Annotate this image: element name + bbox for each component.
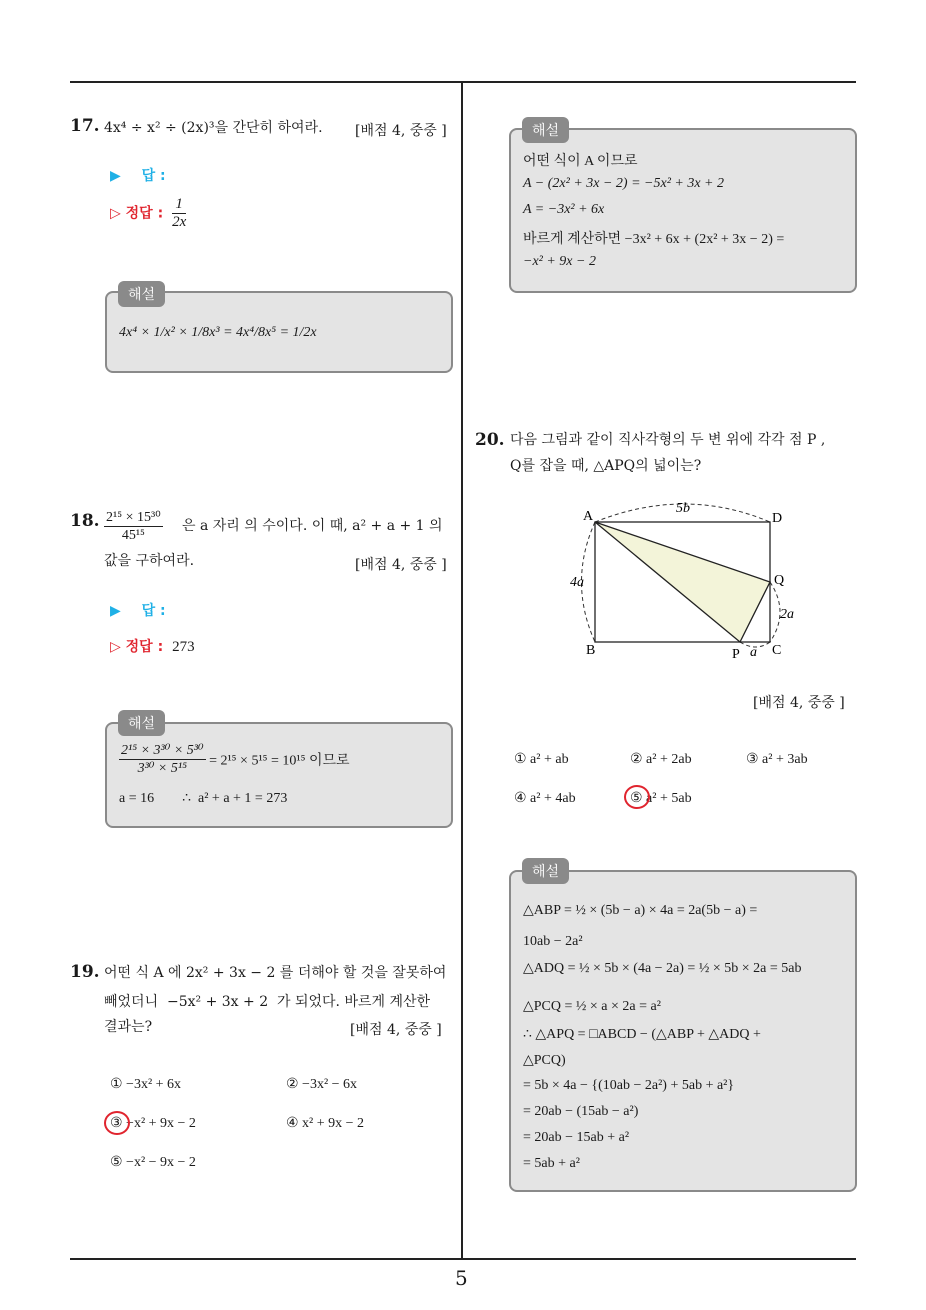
left-length: 4a — [570, 575, 584, 590]
answer-label: 답 : — [141, 168, 166, 184]
label-q: Q — [774, 573, 785, 588]
question-19-number: 19. — [70, 962, 100, 982]
question-18-fraction: $\frac{\text{2¹⁵ × 15³⁰}}{\text{45¹⁵}}$ — [106, 510, 161, 543]
explanation-line: △ADQ = ½ × 5b × (4a − 2a) = ½ × 5b × 2a = 5ab — [523, 961, 802, 976]
explanation-line: 바르게 계산하면 −3x² + 6x + (2x² + 3x − 2) = — [523, 232, 785, 247]
correct-answer-value: 273 — [172, 639, 195, 655]
bottom-length: a — [750, 645, 757, 660]
question-17-number: 17. — [70, 116, 100, 136]
explanation-line-1: $\frac{\text{2¹⁵ × 3³⁰ × 5³⁰}}{\text{3³⁰ × 5¹⁵}}$ = 2¹⁵ × 5¹⁵ = 10¹⁵ 이므로 — [121, 743, 350, 776]
page-number: 5 — [455, 1266, 468, 1290]
question-18-text-line1: 은 a 자리 의 수이다. 이 때, a² + a + 1 의 — [182, 518, 443, 534]
question-18-answer-row — [110, 600, 166, 620]
question-17-text: 4x⁴ ÷ x² ÷ (2x)³을 간단히 하여라. — [104, 120, 323, 136]
outline-arrow-icon: ▷ — [110, 205, 121, 222]
selected-answer-circle — [624, 785, 650, 809]
question-17-correct-row — [110, 196, 186, 231]
explanation-line: 4x⁴ × 1/x² × 1/8x³ = 4x⁴/8x⁵ = 1/2x — [119, 325, 317, 340]
question-20-explanation-box — [509, 870, 857, 1192]
correct-label: 정답 : — [125, 639, 164, 655]
bottom-rule — [70, 1258, 856, 1260]
question-19-score: [배점 4, 중중 ] — [350, 1022, 442, 1038]
top-length: 5b — [676, 501, 690, 516]
explanation-line: = 20ab − 15ab + a² — [523, 1130, 630, 1145]
question-18-score: [배점 4, 중중 ] — [355, 557, 447, 573]
triangle-apq — [595, 522, 770, 642]
question-20-choice-4[interactable]: ④ a² + 4ab — [514, 791, 576, 806]
question-20-score: [배점 4, 중중 ] — [753, 695, 845, 711]
question-19-choice-1[interactable]: ① −3x² + 6x — [110, 1077, 182, 1092]
explanation-line: △PCQ = ½ × a × 2a = a² — [523, 999, 661, 1014]
question-20-text-line1: 다음 그림과 같이 직사각형의 두 변 위에 각각 점 P , — [510, 432, 826, 448]
play-arrow-icon: ▶ — [110, 603, 121, 619]
question-19-choice-2[interactable]: ② −3x² − 6x — [286, 1077, 358, 1092]
explanation-line: A − (2x² + 3x − 2) = −5x² + 3x + 2 — [523, 176, 725, 191]
answer-label: 답 : — [141, 603, 166, 619]
question-20-choice-1[interactable]: ① a² + ab — [514, 752, 569, 767]
question-18-text-line2: 값을 구하여라. — [104, 553, 195, 569]
explanation-line: = 5b × 4a − {(10ab − 2a²) + 5ab + a²} — [523, 1078, 735, 1093]
question-20-choice-3[interactable]: ③ a² + 3ab — [746, 752, 808, 767]
question-19-choice-3[interactable]: ③ −x² + 9x − 2 — [110, 1116, 196, 1131]
question-19-explanation-box — [509, 128, 857, 293]
outline-arrow-icon: ▷ — [110, 639, 121, 655]
question-19-text-line3: 결과는? — [104, 1019, 153, 1035]
explanation-line: ∴ △APQ = □ABCD − (△ABP + △ADQ + — [523, 1027, 761, 1042]
selected-answer-circle — [104, 1111, 130, 1135]
explanation-tag: 해설 — [118, 710, 165, 736]
label-d: D — [772, 511, 783, 526]
explanation-line: −x² + 9x − 2 — [523, 254, 596, 269]
explanation-line: 10ab − 2a² — [523, 934, 583, 949]
question-20-number: 20. — [475, 430, 505, 450]
explanation-line: △ABP = ½ × (5b − a) × 4a = 2a(5b − a) = — [523, 903, 758, 918]
question-17-score: [배점 4, 중중 ] — [355, 123, 447, 139]
play-arrow-icon: ▶ — [110, 168, 121, 184]
question-19-choice-4[interactable]: ④ x² + 9x − 2 — [286, 1116, 365, 1131]
correct-label: 정답 : — [125, 205, 164, 222]
explanation-tag: 해설 — [522, 117, 569, 143]
explanation-tag: 해설 — [522, 858, 569, 884]
question-19-text-line1: 어떤 식 A 에 2x² + 3x − 2 를 더해야 할 것을 잘못하여 — [104, 965, 447, 981]
explanation-line: = 5ab + a² — [523, 1156, 580, 1171]
label-a: A — [583, 509, 594, 524]
question-20-text-line2: Q를 잡을 때, △APQ의 넓이는? — [510, 458, 702, 474]
correct-answer-fraction: $\frac{1}{2x}$ — [172, 196, 187, 230]
question-20-choice-5[interactable]: ⑤ a² + 5ab — [630, 791, 692, 806]
question-20-choice-2[interactable]: ② a² + 2ab — [630, 752, 692, 767]
question-17-answer-row — [110, 165, 166, 185]
explanation-line: △PCQ) — [523, 1053, 566, 1068]
explanation-line: = 20ab − (15ab − a²) — [523, 1104, 639, 1119]
question-19-choice-5[interactable]: ⑤ −x² − 9x − 2 — [110, 1155, 196, 1170]
question-18-explanation-box — [105, 722, 453, 828]
explanation-line: A = −3x² + 6x — [523, 202, 605, 217]
rectangle-figure — [570, 500, 830, 665]
explanation-tag: 해설 — [118, 281, 165, 307]
question-19-text-line2: 빼었더니 −5x² + 3x + 2 가 되었다. 바르게 계산한 — [104, 994, 431, 1010]
right-length: 2a — [780, 607, 794, 622]
question-18-correct-row — [110, 636, 195, 656]
label-b: B — [586, 643, 596, 658]
label-c: C — [772, 643, 782, 658]
top-rule — [70, 81, 856, 83]
explanation-line: 어떤 식이 A 이므로 — [523, 154, 638, 169]
right-arc — [770, 582, 780, 642]
question-18-number: 18. — [70, 511, 100, 531]
explanation-line-2: a = 16 ∴ a² + a + 1 = 273 — [119, 791, 288, 806]
column-divider — [461, 83, 463, 1259]
label-p: P — [732, 647, 740, 662]
